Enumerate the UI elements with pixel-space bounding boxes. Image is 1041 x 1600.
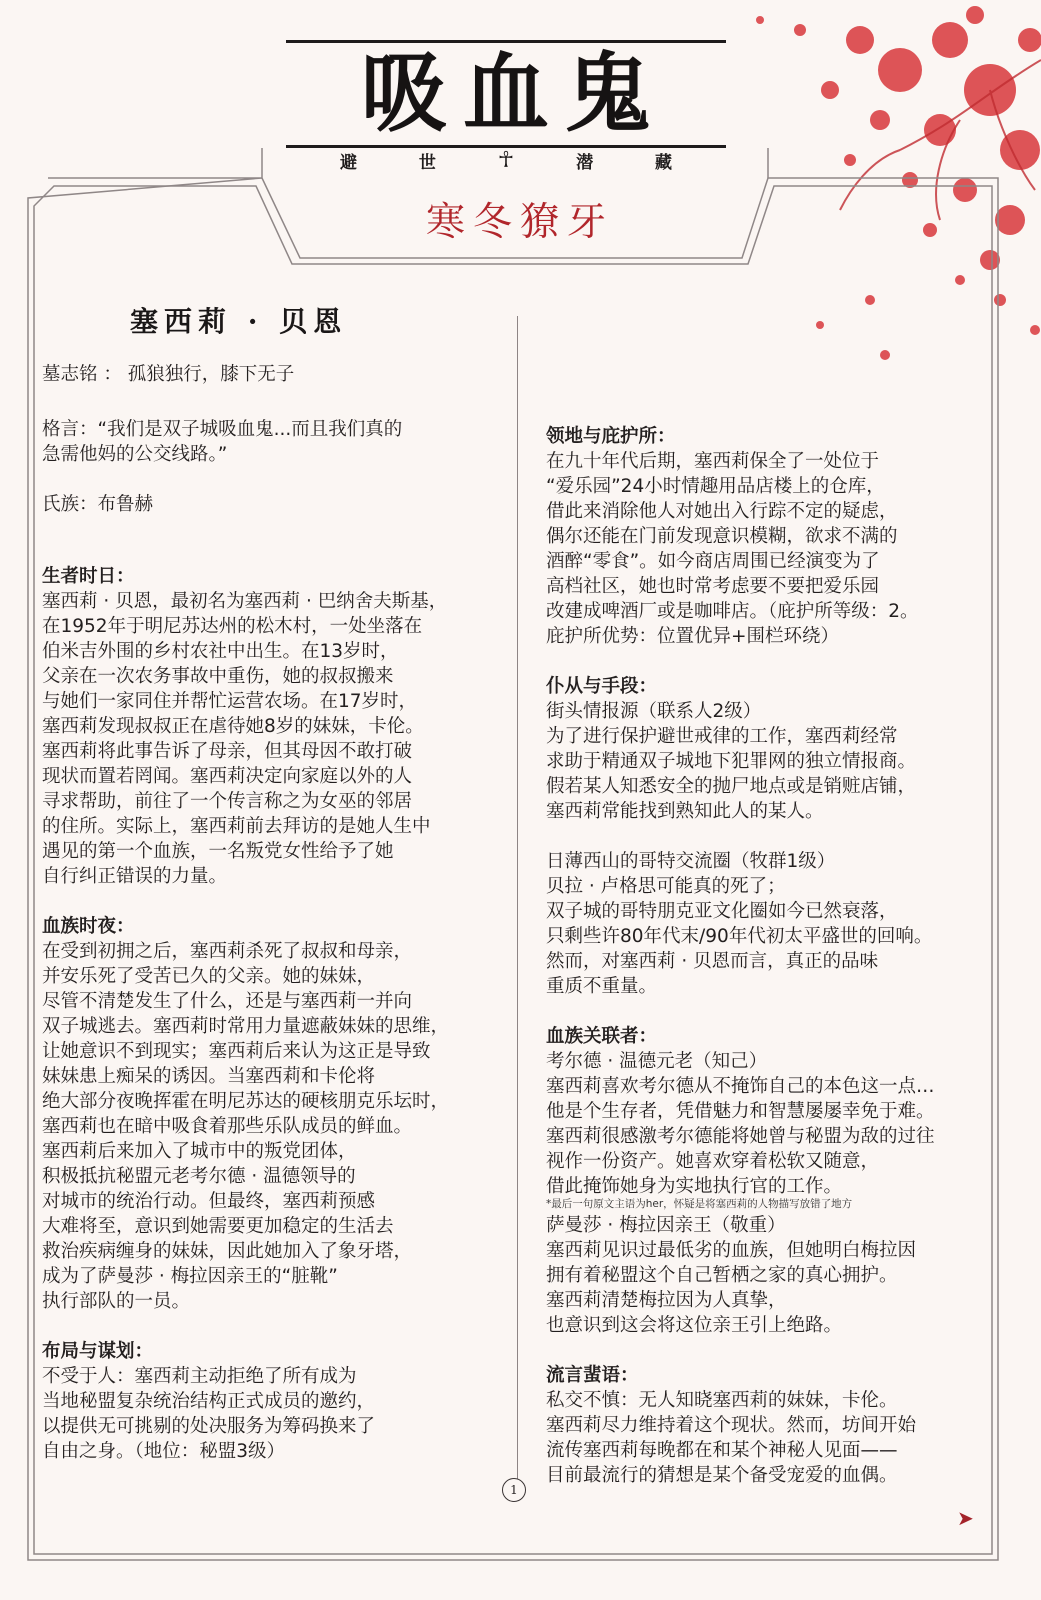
relations-body-1: 考尔德 · 温德元老（知己） 塞西莉喜欢考尔德从不掩饰自己的本色这一点… 他是个生存者，凭借魅力和智慧屡屡幸免于难。 塞西莉很感激考尔德能将她曾与秘盟为敌的过往 视作一份资产。她喜欢穿着松软又随意， 借此掩饰她身为实地执行官的工作。 bbox=[546, 1051, 935, 1197]
ankh-icon: ☥ bbox=[497, 148, 515, 173]
retainers-heading: 仆从与手段： bbox=[546, 676, 658, 697]
motto: 格言：“我们是双子城吸血鬼...而且我们真的 急需他妈的公交线路。” bbox=[42, 419, 403, 465]
mortal-heading: 生者时日： bbox=[42, 566, 135, 587]
haven-heading: 领地与庇护所： bbox=[546, 426, 676, 447]
schemes-heading: 布局与谋划： bbox=[42, 1341, 154, 1362]
clan: 氏族：布鲁赫 bbox=[42, 494, 154, 515]
epitaph: 墓志铭 ： 孤狼独行，膝下无子 bbox=[42, 364, 295, 385]
relations-heading: 血族关联者： bbox=[546, 1026, 658, 1047]
column-divider bbox=[517, 316, 518, 1480]
subtitle-char: 潜 bbox=[576, 153, 594, 173]
rumors-heading: 流言蜚语： bbox=[546, 1365, 639, 1386]
subtitle bbox=[340, 148, 672, 173]
translator-note: *最后一句原文主语为her，怀疑是将塞西莉的人物描写放错了地方 bbox=[546, 1198, 853, 1210]
subtitle-char: 藏 bbox=[654, 153, 672, 173]
title-block bbox=[280, 40, 732, 148]
rumors-body: 私交不慎：无人知晓塞西莉的妹妹，卡伦。 塞西莉尽力维持着这个现状。然而，坊间开始 流传塞西莉每晚都在和某个神秘人见面—— 目前最流行的猜想是某个备受宠爱的血偶。 bbox=[546, 1390, 917, 1486]
main-title: 吸血鬼 bbox=[361, 43, 667, 144]
retainers-body-1: 街头情报源（联系人2级） 为了进行保护避世戒律的工作，塞西莉经常 求助于精通双子城地下犯罪网的独立情报商。 假若某人知悉安全的抛尸地点或是销赃店铺， 塞西莉常能找到熟知此人的某人。 bbox=[546, 701, 917, 822]
left-column bbox=[42, 362, 512, 1464]
kindred-body: 在受到初拥之后，塞西莉杀死了叔叔和母亲， 并安乐死了受苦已久的父亲。她的妹妹， 尽管不清楚发生了什么，还是与塞西莉一并向 双子城逃去。塞西莉时常用力量遮蔽妹妹的思维， 让她意识不到现实；塞西莉后来认为这正是导致 妹妹患上痴呆的诱因。当塞西莉和卡伦将 绝大部分夜晚挥霍在明尼苏达的硬核朋克乐坛时， 塞西莉也在暗中吸食着那些乐队成员的鲜血。 塞西莉后来加入了城市中的叛党团体， 积极抵抗秘盟元老考尔德 · 温德领导的 对城市的统治行动。但最终，塞西莉预感 大难将至，意识到她需要更加稳定的生活去 救治疾病缠身的妹妹，因此她加入了象牙塔， 成为了萨曼莎 · 梅拉因亲王的“脏靴” 执行部队的一员。 bbox=[42, 941, 450, 1312]
kindred-heading: 血族时夜： bbox=[42, 916, 135, 937]
right-column bbox=[546, 424, 1016, 1488]
schemes-body: 不受于人：塞西莉主动拒绝了所有成为 当地秘盟复杂统治结构正式成员的邀约， 以提供无可挑剔的处决服务为筹码换来了 自由之身。（地位：秘盟3级） bbox=[42, 1366, 376, 1462]
subtitle-char: 世 bbox=[418, 153, 436, 173]
chapter-banner: 寒冬獠牙 bbox=[425, 200, 614, 245]
mortal-body: 塞西莉 · 贝恩，最初名为塞西莉 · 巴纳舍夫斯基， 在1952年于明尼苏达州的松木村，一处坐落在 伯米吉外围的乡村农社中出生。在13岁时， 父亲在一次农务事故中重伤，她的叔叔搬来 与她们一家同住并帮忙运营农场。在17岁时， 塞西莉发现叔叔正在虐待她8岁的妹妹，卡伦。 塞西莉将此事告诉了母亲，但其母因不敢打破 现状而置若罔闻。塞西莉决定向家庭以外的人 寻求帮助，前往了一个传言称之为女巫的邻居 的住所。实际上，塞西莉前去拜访的是她人生中 遇见的第一个血族，一名叛党女性给予了她 自行纠正错误的力量。 bbox=[42, 591, 448, 887]
page-number: 1 bbox=[502, 1478, 526, 1502]
arrow-right-icon[interactable]: ➤ bbox=[957, 1506, 974, 1530]
haven-body: 在九十年代后期，塞西莉保全了一处位于 “爱乐园”24小时情趣用品店楼上的仓库， 借此来消除他人对她出入行踪不定的疑虑， 偶尔还能在门前发现意识模糊，欲求不满的 酒醉“零食”。如今商店周围已经演变为了 高档社区，她也时常考虑要不要把爱乐园 改建成啤酒厂或是咖啡店。（庇护所等级：2。 庇护所优势：位置优异+围栏环绕） bbox=[546, 451, 919, 647]
character-name: 塞西莉 · 贝恩 bbox=[130, 305, 348, 338]
relations-body-2: 萨曼莎 · 梅拉因亲王（敬重） 塞西莉见识过最低劣的血族，但她明白梅拉因 拥有着秘盟这个自己暂栖之家的真心拥护。 塞西莉清楚梅拉因为人真挚， 也意识到这会将这位亲王引上绝路。 bbox=[546, 1215, 917, 1336]
retainers-body-2: 日薄西山的哥特交流圈（牧群1级） 贝拉 · 卢格思可能真的死了； 双子城的哥特朋克亚文化圈如今已然衰落， 只剩些许80年代末/90年代初太平盛世的回响。 然而，对塞西莉 · 贝恩而言，真正的品味 重质不重量。 bbox=[546, 851, 933, 997]
subtitle-char: 避 bbox=[340, 153, 357, 173]
